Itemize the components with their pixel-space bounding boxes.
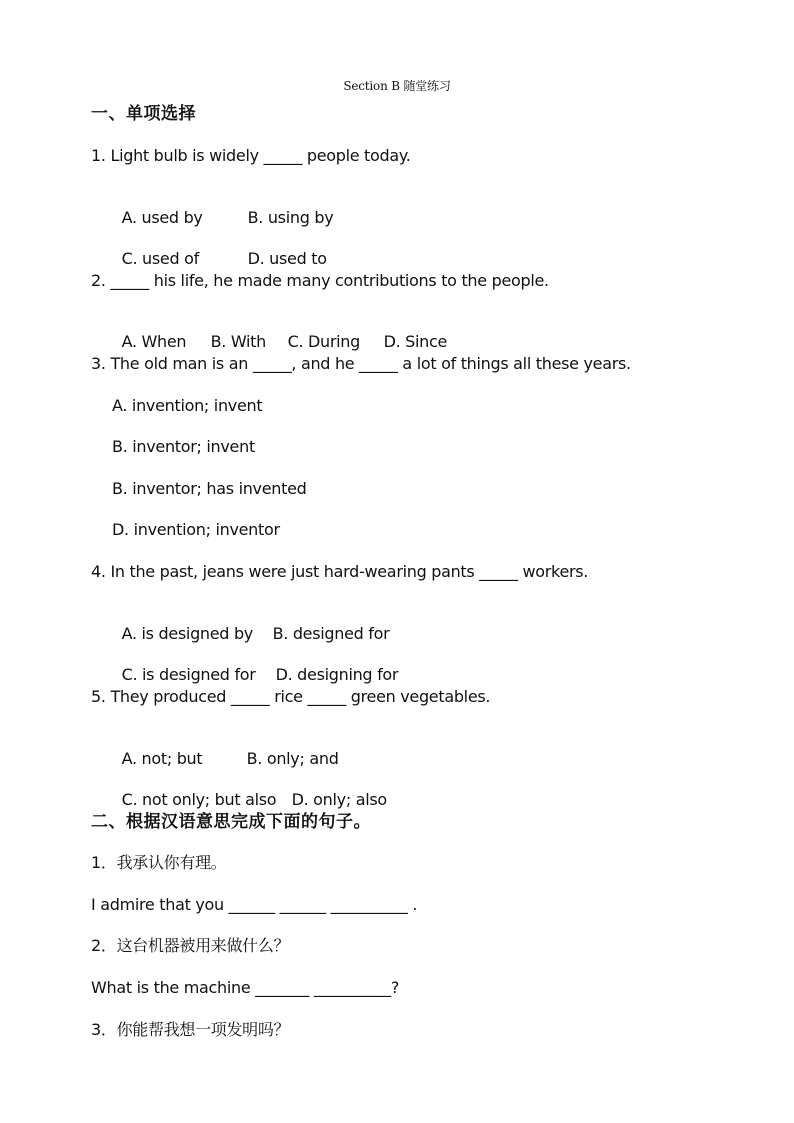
option-d[interactable]: D. only; also <box>291 790 387 809</box>
question-2: 2. _____ his life, he made many contributions to the people. <box>91 271 549 290</box>
option-a[interactable]: A. not; but <box>121 749 203 768</box>
question-4: 4. In the past, jeans were just hard-wearing pants _____ workers. <box>91 562 589 581</box>
option-d[interactable]: D. Since <box>383 332 448 351</box>
question-5-options-row-2 <box>112 770 387 810</box>
question-3-option-4[interactable]: D. invention; inventor <box>112 520 280 539</box>
option-b[interactable]: B. only; and <box>246 749 339 768</box>
sentence-1-chinese: 1．我承认你有理。 <box>91 853 227 872</box>
question-1-options-row-2 <box>112 229 327 269</box>
section-heading-single-choice: 一、单项选择 <box>91 104 196 124</box>
question-3-option-1[interactable]: A. invention; invent <box>112 396 263 415</box>
question-1-options-row-1 <box>112 188 333 228</box>
option-a[interactable]: A. used by <box>121 208 203 227</box>
sentence-2-chinese: 2．这台机器被用来做什么？ <box>91 936 290 955</box>
sentence-1-english[interactable]: I admire that you ______ ______ __________ . <box>91 895 418 914</box>
question-5: 5. They produced _____ rice _____ green vegetables. <box>91 687 491 706</box>
option-b[interactable]: B. using by <box>247 208 334 227</box>
question-3: 3. The old man is an _____, and he _____ a lot of things all these years. <box>91 354 631 373</box>
sentence-2-english[interactable]: What is the machine _______ __________? <box>91 978 400 997</box>
question-3-option-2[interactable]: B. inventor; invent <box>112 437 255 456</box>
page-title: Section B 随堂练习 <box>343 79 451 93</box>
question-3-option-3[interactable]: B. inventor; has invented <box>112 479 307 498</box>
question-2-options <box>112 312 447 352</box>
question-4-options-row-1 <box>112 604 389 644</box>
option-a[interactable]: A. When <box>121 332 187 351</box>
option-c[interactable]: C. is designed for <box>121 665 256 684</box>
option-b[interactable]: B. With <box>210 332 266 351</box>
question-4-options-row-2 <box>112 645 398 685</box>
option-d[interactable]: D. designing for <box>275 665 399 684</box>
option-c[interactable]: C. not only; but also <box>121 790 277 809</box>
option-c[interactable]: C. used of <box>121 249 199 268</box>
option-c[interactable]: C. During <box>287 332 361 351</box>
option-a[interactable]: A. is designed by <box>121 624 253 643</box>
section-heading-translation: 二、根据汉语意思完成下面的句子。 <box>91 812 371 832</box>
option-d[interactable]: D. used to <box>247 249 327 268</box>
sentence-3-chinese: 3．你能帮我想一项发明吗？ <box>91 1020 290 1039</box>
question-5-options-row-1 <box>112 729 339 769</box>
question-1: 1. Light bulb is widely _____ people today. <box>91 146 411 165</box>
option-b[interactable]: B. designed for <box>272 624 390 643</box>
